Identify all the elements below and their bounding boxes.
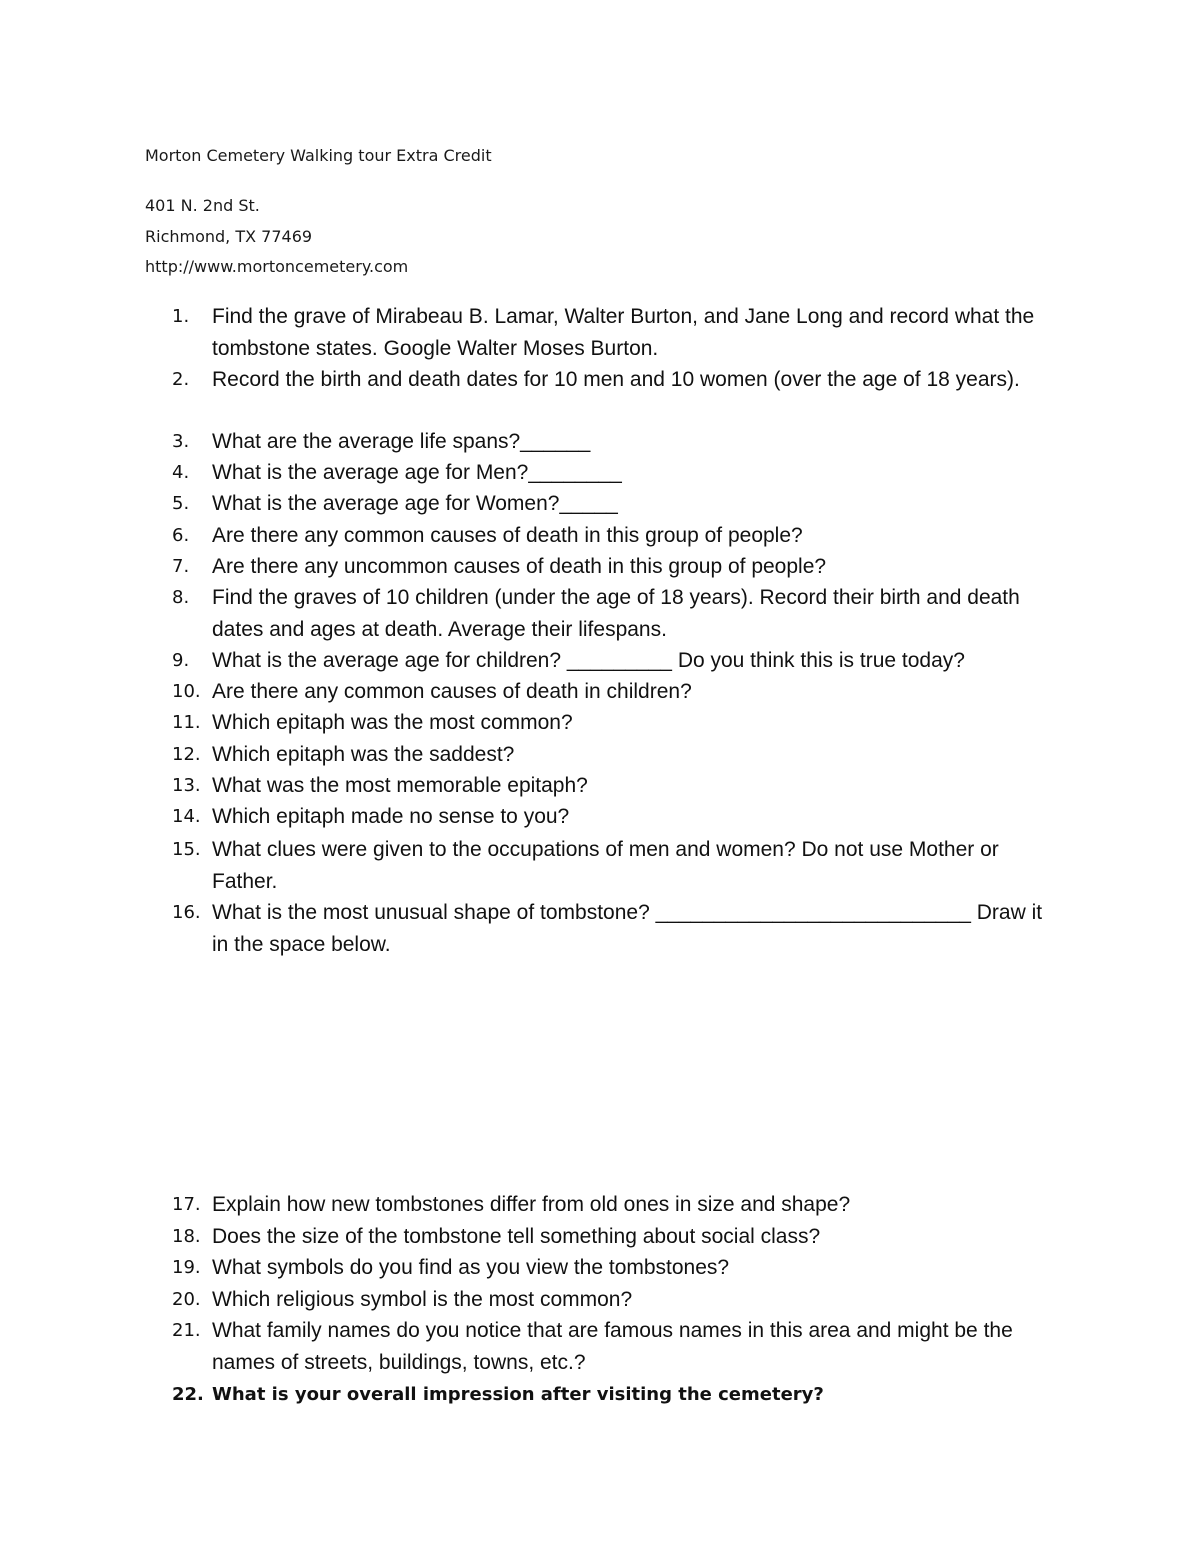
question-number: 7. xyxy=(172,556,190,577)
question-text: What symbols do you find as you view the tombstones? xyxy=(212,1256,730,1279)
question-text: Which religious symbol is the most common? xyxy=(212,1288,633,1311)
question-number: 4. xyxy=(172,462,190,483)
question-text: What is the most unusual shape of tombstone? ___________________________ Draw it in the space below. xyxy=(212,901,1043,956)
question-item xyxy=(145,1189,1065,1221)
question-number: 20. xyxy=(172,1289,201,1310)
question-text: What was the most memorable epitaph? xyxy=(212,774,588,797)
question-item xyxy=(145,707,1065,739)
question-text: What is your overall impression after visiting the cemetery? xyxy=(212,1384,824,1405)
question-number: 3. xyxy=(172,431,190,452)
question-item xyxy=(145,364,1065,396)
question-number: 16. xyxy=(172,902,201,923)
question-number: 19. xyxy=(172,1257,201,1278)
question-text: Which epitaph made no sense to you? xyxy=(212,805,570,828)
question-text: Explain how new tombstones differ from old ones in size and shape? xyxy=(212,1193,851,1216)
question-number: 5. xyxy=(172,493,190,514)
question-text: What family names do you notice that are famous names in this area and might be the names of streets, buildings, towns, etc.? xyxy=(212,1319,1013,1374)
address-street: 401 N. 2nd St. xyxy=(145,196,260,215)
question-number: 8. xyxy=(172,587,190,608)
question-item xyxy=(145,1252,1065,1284)
question-item xyxy=(145,488,1065,520)
question-item xyxy=(145,520,1065,552)
document-title: Morton Cemetery Walking tour Extra Credit xyxy=(145,146,492,165)
question-number: 12. xyxy=(172,744,201,765)
question-text: What clues were given to the occupations of men and women? Do not use Mother or Father. xyxy=(212,838,999,893)
website-url: http://www.mortoncemetery.com xyxy=(145,257,409,276)
question-text: Are there any common causes of death in children? xyxy=(212,680,692,703)
question-text: What are the average life spans?______ xyxy=(212,430,591,453)
question-number: 22. xyxy=(172,1384,204,1405)
question-number: 6. xyxy=(172,525,190,546)
question-text: Are there any uncommon causes of death in this group of people? xyxy=(212,555,827,578)
question-item xyxy=(145,1315,1065,1378)
question-item xyxy=(145,1221,1065,1253)
question-item xyxy=(145,426,1065,458)
question-number: 18. xyxy=(172,1226,201,1247)
address-city: Richmond, TX 77469 xyxy=(145,227,313,246)
question-text: What is the average age for children? _________ Do you think this is true today? xyxy=(212,649,965,672)
question-text: Does the size of the tombstone tell something about social class? xyxy=(212,1225,821,1248)
question-number: 9. xyxy=(172,650,190,671)
question-number: 11. xyxy=(172,712,201,733)
question-item xyxy=(145,551,1065,583)
question-text: Which epitaph was the most common? xyxy=(212,711,573,734)
question-number: 1. xyxy=(172,306,190,327)
question-text: What is the average age for Men?________ xyxy=(212,461,622,484)
question-item xyxy=(145,645,1065,677)
question-number: 13. xyxy=(172,775,201,796)
question-number: 2. xyxy=(172,369,190,390)
question-item xyxy=(145,1379,1065,1411)
question-text: Are there any common causes of death in this group of people? xyxy=(212,524,803,547)
question-item xyxy=(145,739,1065,771)
question-text: What is the average age for Women?_____ xyxy=(212,492,618,515)
question-item xyxy=(145,801,1065,833)
question-item xyxy=(145,582,1065,645)
question-text: Which epitaph was the saddest? xyxy=(212,743,515,766)
question-item xyxy=(145,1284,1065,1316)
question-item xyxy=(145,834,1065,897)
question-number: 10. xyxy=(172,681,201,702)
question-item xyxy=(145,770,1065,802)
question-number: 14. xyxy=(172,806,201,827)
question-number: 17. xyxy=(172,1194,201,1215)
question-text: Record the birth and death dates for 10 men and 10 women (over the age of 18 years). xyxy=(212,368,1020,391)
question-number: 21. xyxy=(172,1320,201,1341)
question-item xyxy=(145,676,1065,708)
question-text: Find the grave of Mirabeau B. Lamar, Walter Burton, and Jane Long and record what the tombstone states. Google Walter Moses Burton. xyxy=(212,305,1035,360)
question-number: 15. xyxy=(172,839,201,860)
question-item xyxy=(145,457,1065,489)
question-item xyxy=(145,301,1065,364)
question-text: Find the graves of 10 children (under the age of 18 years). Record their birth and death dates and ages at death. Average their lifespans. xyxy=(212,586,1020,641)
question-item xyxy=(145,897,1065,960)
